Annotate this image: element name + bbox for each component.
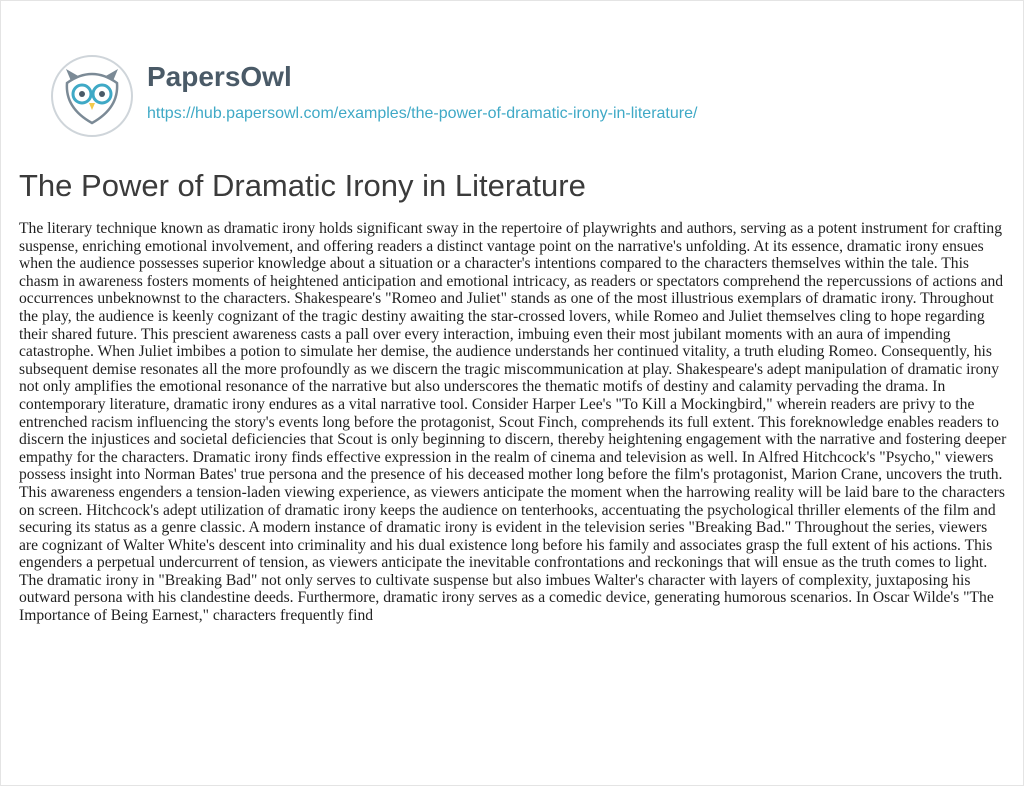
brand-name: PapersOwl xyxy=(147,61,292,92)
logo-right-pupil xyxy=(99,91,105,97)
essay-title: The Power of Dramatic Irony in Literature xyxy=(19,168,586,203)
source-url-link[interactable]: https://hub.papersowl.com/examples/the-power-of-dramatic-irony-in-literature/ xyxy=(147,105,698,122)
owl-logo-graphic xyxy=(49,53,135,139)
site-header xyxy=(49,51,697,141)
brand-block xyxy=(147,61,698,123)
logo-left-pupil xyxy=(79,91,85,97)
owl-logo-icon xyxy=(49,53,135,139)
essay-body: The literary technique known as dramatic irony holds significant sway in the repertoire of playwrights and authors, serving as a potent instrument for crafting suspense, enriching emotional involvement, and offering readers a distinct vantage point on the narrative's unfolding. At its essence, dramatic irony ensues when the audience possesses superior knowledge about a situation or a character's intentions compared to the characters themselves within the tale. This chasm in awareness fosters moments of heightened anticipation and emotional intricacy, as readers or spectators comprehend the repercussions of actions and occurrences unbeknownst to the characters. Shakespeare's "Romeo and Juliet" stands as one of the most illustrious exemplars of dramatic irony. Throughout the play, the audience is keenly cognizant of the tragic destiny awaiting the star-crossed lovers, while Romeo and Juliet themselves cling to hope regarding their shared future. This prescient awareness casts a pall over every interaction, imbuing even their most jubilant moments with an aura of impending catastrophe. When Juliet imbibes a potion to simulate her demise, the audience understands her continued vitality, a truth eluding Romeo. Consequently, his subsequent demise resonates all the more profoundly as we discern the tragic miscommunication at play. Shakespeare's adept manipulation of dramatic irony not only amplifies the emotional resonance of the narrative but also underscores the thematic motifs of destiny and calamity pervading the drama. In contemporary literature, dramatic irony endures as a vital narrative tool. Consider Harper Lee's "To Kill a Mockingbird," wherein readers are privy to the entrenched racism influencing the story's events long before the protagonist, Scout Finch, comprehends its full extent. This foreknowledge enables readers to discern the injustices and societal deficiencies that Scout is only beginning to discern, thereby heightening engagement with the narrative and fostering deeper empathy for the characters. Dramatic irony finds effective expression in the realm of cinema and television as well. In Alfred Hitchcock's "Psycho," viewers possess insight into Norman Bates' true persona and the presence of his deceased mother long before the film's protagonist, Marion Crane, uncovers the truth. This awareness engenders a tension-laden viewing experience, as viewers anticipate the moment when the harrowing reality will be laid bare to the characters on screen. Hitchcock's adept utilization of dramatic irony keeps the audience on tenterhooks, accentuating the psychological thriller elements of the film and securing its status as a genre classic. A modern instance of dramatic irony is evident in the television series "Breaking Bad." Throughout the series, viewers are cognizant of Walter White's descent into criminality and his dual existence long before his family and associates grasp the full extent of his actions. This engenders a perpetual undercurrent of tension, as viewers anticipate the inevitable confrontations and reckonings that will ensue as the truth comes to light. The dramatic irony in "Breaking Bad" not only serves to cultivate suspense but also imbues Walter's character with layers of complexity, juxtaposing his outward persona with his clandestine deeds. Furthermore, dramatic irony serves as a comedic device, generating humorous scenarios. In Oscar Wilde's "The Importance of Being Earnest," characters frequently find xyxy=(19,220,1007,625)
